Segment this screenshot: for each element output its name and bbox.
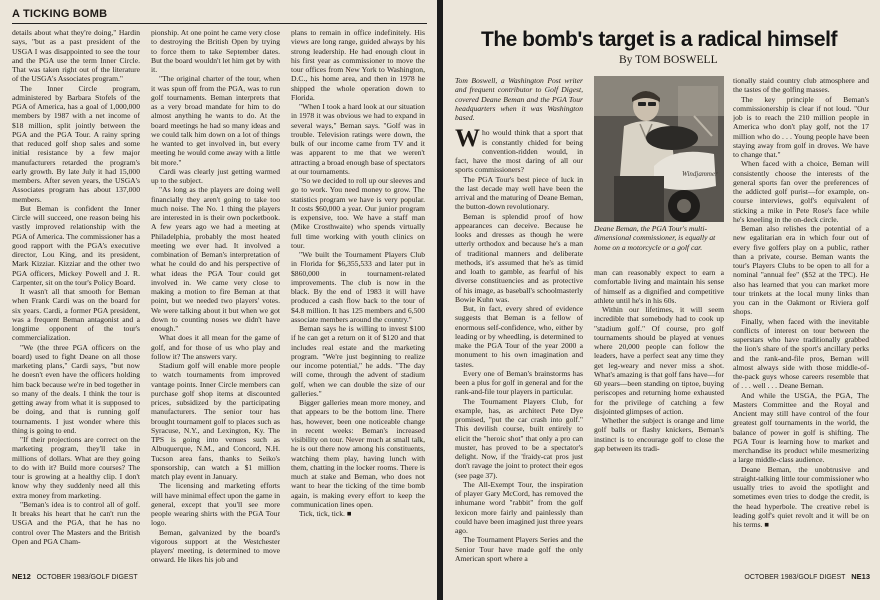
paragraph: What does it all mean for the game of golf, and for those of us who play and follow it? The answers vary. — [151, 333, 280, 361]
paragraph: "So we decided to roll up our sleeves and go to work. You need money to grow. The statistics program we have is very popular. It costs $60,000 a year. Our junior program is expensive, too. We have a staff man (Mike Crosthwaite) who spends virtually full time working with youth clinics on tour. — [291, 176, 425, 250]
paragraph: It wasn't all that smooth for Beman when Frank Cardi was on the board for six years. Cardi, a former PGA president, was a frequent Beman antagonist and a longtime opponent of the tour's commercialization. — [12, 287, 140, 343]
paragraph: "As long as the players are doing well financially they aren't going to take too much noise. The No. 1 thing the players are interested in is their own pocketbook. A few years ago we had a meeting at Philadelphia, probably the most heated meeting we ever had. It involved a combination of Beman's interpretation of what he could do and his perspective of what ideas the PGA Tour could get involved in. We came very close to making a motion to fire Beman at that point, but we needed two players' votes. We were talking about it but when we got down to counting noses we didn't have enough." — [151, 185, 280, 333]
section-kicker: A TICKING BOMB — [12, 8, 108, 20]
paragraph: The Tournament Players Series and the Senior Tour have made golf the only American sport where a — [455, 535, 583, 563]
paragraph: plans to remain in office indefinitely. His views are long range, guided always by his strong leadership. He had enough clout in his first year as commissioner to move the tour offices from New York to Washington, D.C., his home area, and then in 1978 he shipped the whole operation down to Florida. — [291, 28, 425, 102]
page-number: NE12 — [12, 572, 31, 581]
paragraph: "When I took a hard look at our situation in 1978 it was obvious we had to expand in several ways," Beman says. "Golf was in trouble. Television ratings were down, the bulk of our income came from TV and it was apparent to me that we weren't attracting a broad enough base of spectators at our tournaments. — [291, 102, 425, 176]
paragraph: When faced with a choice, Beman will consistently choose the interests of the general sports fan over the preferences of the addicted golf purist—for example, on-course interviews, golf's equivalent of sticking a mike in Pete Rose's face while he's kneeling in the on-deck circle. — [733, 159, 869, 224]
left-column-1 — [12, 28, 140, 568]
paragraph: The Inner Circle program, administered by Barbara Stofels of the PGA of America, has a goal of 1,000,000 members by 1987 with a net income of $18 million, split jointly between the PGA and the PGA Tour. A rainy spring that reduced golf shop sales and some initial resistance by a few major manufacturers retarded the program's early growth. By late July it had 15,000 members. After seven years, the USGA's Associates program has about 137,000 members. — [12, 83, 140, 204]
paragraph: But, in fact, every shred of evidence suggests that Beman is a fellow of enormous self-confidence, who, either by leading or by wheedling, is determined to make the PGA Tour of the year 2000 a monument to his own imagination and tastes. — [455, 304, 583, 369]
left-folio — [12, 572, 138, 581]
paragraph: The licensing and marketing efforts will have minimal effect upon the game in general, except that you'll see more people wearing shirts with the PGA Tour logo. — [151, 481, 280, 528]
left-column-2 — [151, 28, 280, 568]
paragraph: Finally, when faced with the inevitable conflicts of interest on tour between the superstars who have traditionally grabbed the lion's share of the sport's ancillary perks and the rank-and-file pros, Beman will almost always side with those middle-of-the-pack guys whose careers resemble that of . . . well . . . Deane Beman. — [733, 316, 869, 391]
paragraph: Tick, tick, tick. ■ — [299, 509, 352, 518]
paragraph: Beman also relishes the potential of a new egalitarian era in which four out of every five golfers play on a public, rather than a private, course. Beman wants the tour's Players Clubs to be open to all for a nominal "annual fee" ($52 at the TPC). He also has learned that you can market more tour trinkets at the local muny links than you can in the Oakmont or Riviera golf shops. — [733, 224, 869, 317]
paragraph: The PGA Tour's best piece of luck in the last decade may well have been the arrival and the maturing of Deane Beman, the button-down revolutionary. — [455, 174, 583, 212]
editor-intro: Tom Boswell, a Washington Post writer and frequent contributor to Golf Digest, covered Deane Beman and the PGA Tour headquarters when it was Washington based. — [455, 76, 583, 122]
paragraph: details about what they're doing," Hardin says, "but as a past president of the USGA I was disappointed to see the tour and the PGA use the term Inner Circle. That was taken right out of the literature of the USGA's Associates program." — [12, 28, 140, 84]
paragraph: The All-Exempt Tour, the inspiration of player Gary McCord, has removed the inhumane word "rabbit" from the golf lexicon more fairly and painlessly than could have been imagined just three years ago. — [455, 479, 583, 535]
paragraph: Beman says he is willing to invest $100 if he can get a return on it of $120 and that includes real estate and the marketing program. "We're just beginning to realize our income potential," he adds. "The day will come, through the advent of stadium golf, when we can double the size of our galleries." — [291, 324, 425, 398]
right-column-1 — [455, 76, 583, 566]
right-column-2 — [594, 268, 724, 566]
paragraph: "Beman's idea is to control all of golf. It breaks his heart that he can't run the USGA and the PGA, that he has no control over The Masters and the British Open and PGA Cham- — [12, 499, 140, 546]
page-number: NE13 — [851, 572, 870, 581]
photo-caption: Deane Beman, the PGA Tour's multi-dimensional commissioner, is equally at home on a motorcycle or a golf car. — [594, 222, 724, 252]
paragraph: Beman is splendid proof of how appearances can deceive. Because he looks and dresses as though he were utterly orthodox and because he's a man of traditional manners and deliberate methods, it's assumed that he's as timid and loath to gamble, as fearful of his diverse constituencies and as protective of his image, as baseball's schoolmasterly Bowie Kuhn was. — [455, 211, 583, 304]
issue-line: OCTOBER 1983/GOLF DIGEST — [36, 574, 138, 581]
paragraph: pionship. At one point he came very close to destroying the British Open by trying to force them to take September dates. But the board wouldn't let him get by with it. — [151, 28, 280, 74]
paragraph: Whether the subject is orange and lime golf balls or flashy knickers, Beman's instinct is to encourage golf to close the gap between its tradi- — [594, 416, 724, 453]
lead-paragraph — [455, 125, 583, 175]
paragraph: "The original charter of the tour, when it was spun off from the PGA, was to run golf tournaments. Beman interprets that as a very broad mandate for him to do almost anything he wants to do. At the board meetings he had so many ideas and we could talk him down on a lot of things he wanted to get involved in, but every meeting he would come away with a little bit more." — [151, 74, 280, 167]
paragraph: And while the USGA, the PGA, The Masters Committee and the Royal and Ancient may still have control of the four greatest golf tournaments in the world, the balance of power in golf is shifting. The PGA Tour is learning how to market and merchandise its product while mesmerizing a large middle-class audience. — [733, 390, 869, 465]
photo-beman-motorcycle — [594, 76, 724, 223]
byline: By TOM BOSWELL — [619, 54, 718, 66]
paragraph: "If their projections are correct on the marketing program, they'll take in millions of dollars. What are they going to do with it? Build more courses? The tour is growing at a healthy clip. I don't know why they suddenly need all this extra money from marketing. — [12, 435, 140, 500]
paragraph: man can reasonably expect to earn a comfortable living and maintain his sense of himself as a dignified and competitive athlete until he's in his 60s. — [594, 268, 724, 305]
right-folio — [744, 572, 870, 581]
svg-text:Windjammer: Windjammer — [682, 170, 718, 178]
paragraph: Deane Beman, the unobtrusive and straight-talking little tour commissioner who usually tries to avoid the spotlight and sometimes even tries to dodge the credit, is the head hyperbole. The creative rebel is leading golf's quiet revolt and it will be on his terms. ■ — [733, 464, 869, 529]
paragraph: Cardi was clearly just getting warmed up to the subject. — [151, 166, 280, 185]
lead-text: ho would think that a sport that is constantly chided for being convention-ridden would, in fact, have the most daring of all our sports commissioners? — [455, 128, 583, 175]
paragraph: But Beman is confident the Inner Circle will succeed, one reason being his vastly improved relationship with the PGA of America. The commissioner has a good rapport with the PGA's executive director, Lou King, and its president, Mark Kizziar. Kizziar and the other two PGA officers, Mickey Powell and J. R. Carpenter, sit on the tour's Policy Board. — [12, 203, 140, 287]
paragraph: The Tournament Players Club, for example, has, as architect Pete Dye promised, "put the car crash into golf." This devilish course, built entirely to elicit the "heroic shot" that only a pro can muster, has proved to be a spectator's delight. Now, if the 'fraidy-cat pros just don't ravage the joint to protect their egos (see page 37). — [455, 396, 583, 480]
paragraph: Beman, galvanized by the board's vigorous support at the Westchester players' meeting, is determined to move onward. He likes his job and — [151, 527, 280, 565]
paragraph: Every one of Beman's brainstorms has been a plus for golf in general and for the rank-and-file tour players in particular. — [455, 368, 583, 397]
motorcycle-photo-illustration — [594, 76, 724, 223]
paragraph: Bigger galleries mean more money, and that appears to be the bottom line. There has, however, been one noticeable change in recent weeks: Beman's increased visibility on tour. Never much at small talk, he is out there now among his constituents, watching them play, having lunch with them, chatting in the locker rooms. There is much at stake and Beman, who does not want to hear the ticking of the time bomb again, is making every effort to keep the communication lines open. — [291, 398, 425, 509]
article-headline: The bomb's target is a radical himself — [481, 28, 837, 51]
paragraph: Stadium golf will enable more people to watch tournaments from improved vantage points. Inner Circle members can purchase golf shop items at discounted prices, subsidized by the participating manufacturers. The senior tour has brought tournament golf to places such as Syracuse, N.Y., and Lexington, Ky. The TPS is going into venues such as Albuquerque, N.M., and Concord, N.H. Tucson area fans, thanks to Seiko's sponsorship, can watch a $1 million match play event in January. — [151, 361, 280, 481]
kicker-rule — [12, 23, 427, 24]
paragraph: The key principle of Beman's commissionership is clear if not loud. "Our job is to reach the 210 million people in America who don't play golf, not the 17 million who do . . . Young people have been staying away from golf in droves. We have to change that." — [733, 94, 869, 159]
drop-cap: W — [455, 125, 480, 153]
issue-line: OCTOBER 1983/GOLF DIGEST — [744, 574, 846, 581]
right-column-3 — [733, 76, 869, 566]
left-column-3 — [291, 28, 425, 568]
paragraph: "We built the Tournament Players Club in Florida for $6,355,533 and later put in $860,000 in tournament-related improvements. The club is now in the black. By the end of 1983 it will have produced a cash flow back to the tour of $4.8 million. It has 125 members and 6,500 associate members around the country." — [291, 250, 425, 324]
right-page — [443, 0, 880, 600]
left-page — [0, 0, 437, 600]
paragraph: tionally staid country club atmosphere and the tastes of the golfing masses. — [733, 76, 869, 95]
paragraph: "We (the three PGA officers on the board) used to fight Deane on all those marketing plans," Cardi says, "but now he doesn't even have the officers holding him back because we're in bed together in so many of the deals. I think the tour is getting away from what it is supposed to be doing, and that is running golf tournaments. I just wonder where this thing is going to end. — [12, 342, 140, 435]
paragraph: Within our lifetimes, it will seem incredible that somebody had to cook up "stadium golf." Of course, pro golf tournaments should be played at venues where 20,000 people can follow the leaders, have a perfect seat any time they get leg-weary and never miss a shot. What's amazing is that golf fans have—for 60 years—been standing on tiptoe, buying periscopes and returning home exhausted for the privilege of catching a few disjointed glimpses of action. — [594, 305, 724, 416]
